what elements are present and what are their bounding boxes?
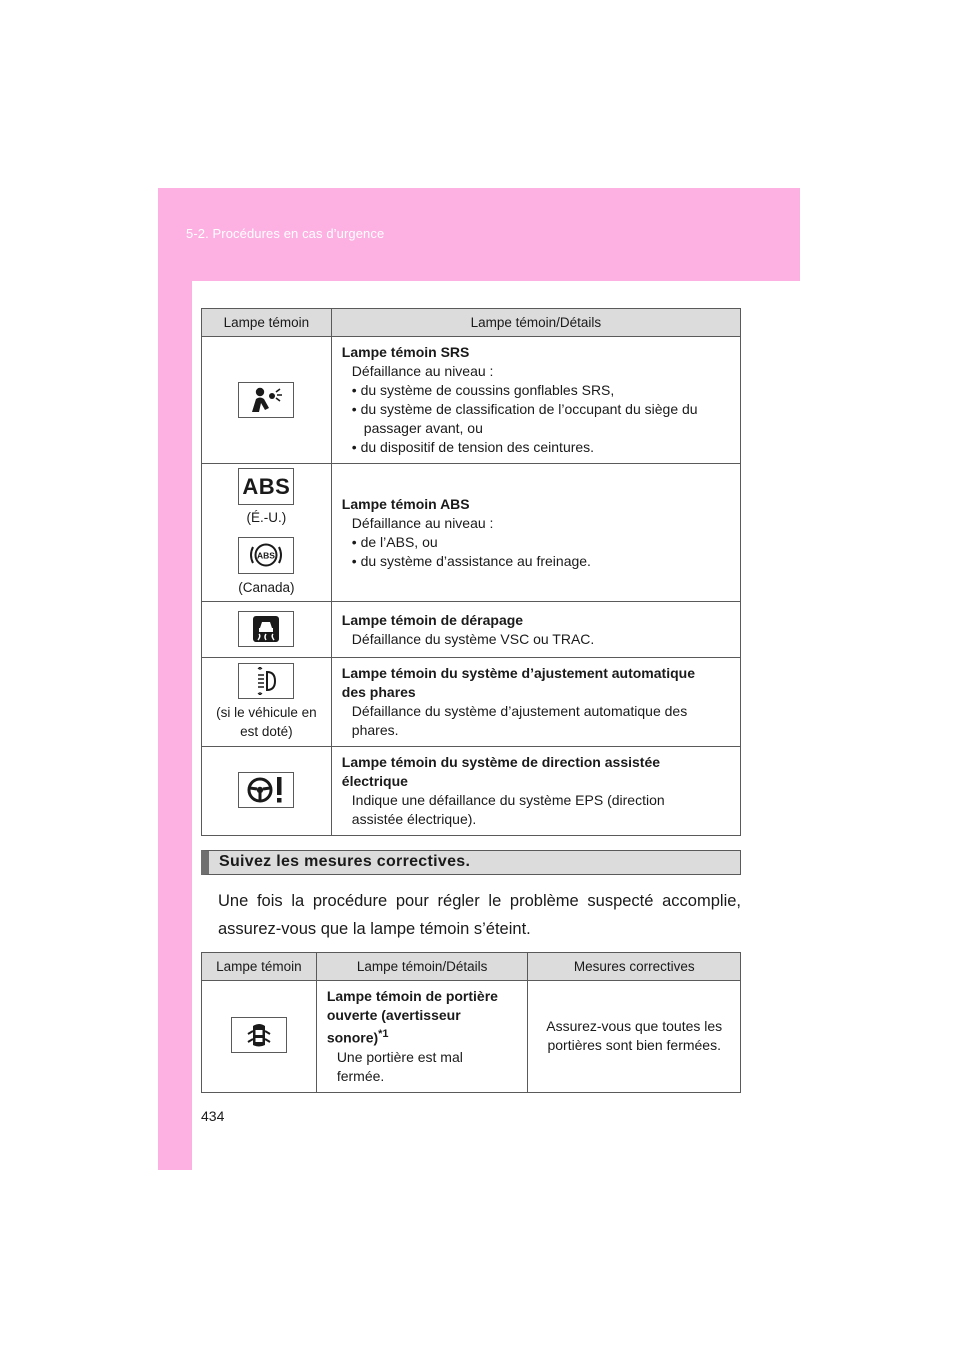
bullet-item: • du système d’assistance au freinage. [351,552,591,569]
abs-circle-icon [238,537,294,574]
action-text: portières sont bien fermées. [547,1037,721,1054]
abs-icon-label: ABS [242,473,291,499]
footnote-marker: *1 [378,1028,389,1040]
skid-car-icon [238,611,294,647]
table-header-row [202,309,741,337]
icon-cell [202,658,332,747]
row-detail: fermée. [336,1067,385,1084]
details-cell [331,602,740,658]
details-cell [331,747,740,836]
page-number: 434 [201,1108,225,1124]
table-row [202,981,741,1093]
row-intro: Défaillance au niveau : [351,363,494,379]
table-row [202,658,741,747]
row-intro: Défaillance au niveau : [351,514,494,531]
row-title: Lampe témoin ABS [341,495,470,512]
icon-caption-line: (si le véhicule en [216,705,317,720]
instruction-paragraph: Une fois la procédure pour régler le problème suspecté accomplie, assurez-vous que la lampe témoin s’éteint. [218,892,741,938]
row-title: sonore) [326,1029,379,1046]
abs-text-icon [238,468,294,505]
row-title: des phares [341,684,416,700]
icon-cell [202,602,332,658]
door-open-icon [231,1017,287,1053]
icon-caption-canada: (Canada) [238,580,295,596]
row-title: Lampe témoin SRS [341,344,470,360]
srs-airbag-icon [238,382,294,418]
bullet-item: • du système de classification de l’occupant du siège du [351,401,698,417]
eps-steering-icon [238,772,294,808]
row-title: Lampe témoin du système d’ajustement automatique [341,665,695,681]
row-title: Lampe témoin de portière [326,988,498,1004]
table-header-row [202,953,741,981]
bullet-item: • du dispositif de tension des ceintures. [351,439,595,455]
table-row [202,747,741,836]
column-header-light: Lampe témoin [202,953,317,981]
row-detail: phares. [351,722,399,738]
details-cell [316,981,528,1093]
row-detail: Défaillance du système d’ajustement automatique des [351,703,688,719]
column-header-details: Lampe témoin/Détails [331,309,740,337]
icon-cell [202,337,332,464]
icon-cell [202,747,332,836]
bullet-item: • du système de coussins gonflables SRS, [351,382,615,398]
action-text: Assurez-vous que toutes les [546,1018,723,1035]
details-cell [331,658,740,747]
corrective-actions-table [201,952,741,1093]
side-tab-band [158,188,192,1170]
column-header-details: Lampe témoin/Détails [316,953,528,981]
warning-lights-table [201,308,741,836]
row-detail: Une portière est mal [336,1048,463,1065]
column-header-actions: Mesures correctives [528,953,741,981]
abs-circle-icon-label: ABS [257,550,276,561]
table-row [202,602,741,658]
details-cell [331,464,740,602]
icon-cell [202,464,332,602]
headlight-level-icon [238,663,294,699]
section-heading-bar [201,850,741,875]
table-row [202,337,741,464]
action-cell [528,981,741,1093]
column-header-light: Lampe témoin [202,309,332,337]
row-title: Lampe témoin de dérapage [341,611,524,628]
row-detail: assistée électrique). [351,811,477,827]
section-title: 5-2. Procédures en cas d’urgence [186,226,385,241]
row-detail: Défaillance du système VSC ou TRAC. [351,630,595,647]
icon-caption-line: est doté) [240,724,293,739]
icon-cell [202,981,317,1093]
row-title: ouverte (avertisseur [326,1007,461,1023]
bullet-item-continued: passager avant, ou [363,420,483,436]
row-title-line [327,1025,518,1048]
details-cell [331,337,740,464]
row-detail: Indique une défaillance du système EPS (direction [351,792,665,808]
section-heading: Suivez les mesures correctives. [219,853,471,870]
table-row [202,464,741,602]
icon-caption-us: (É.-U.) [246,509,287,525]
bullet-item: • de l’ABS, ou [351,533,438,550]
row-title: électrique [341,773,408,789]
row-title: Lampe témoin du système de direction assistée [341,754,661,770]
